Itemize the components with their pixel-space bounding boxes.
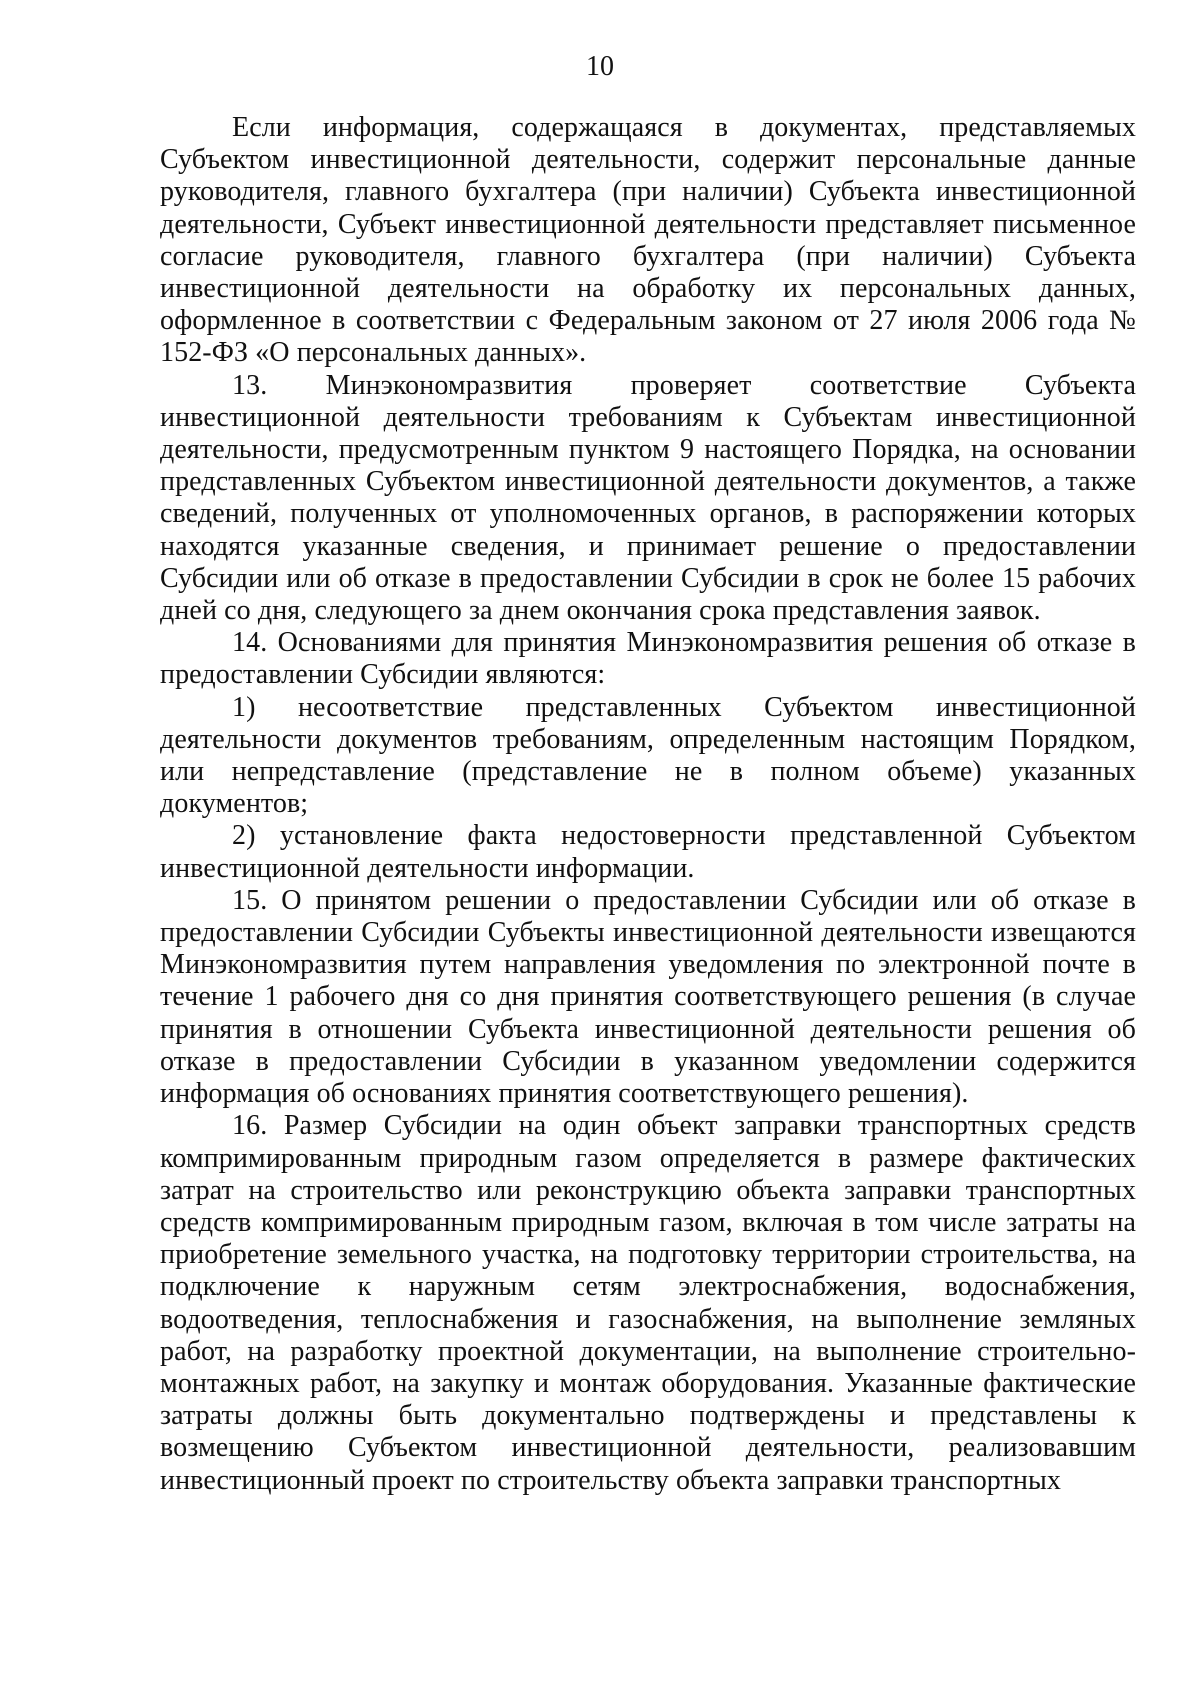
- paragraph-13: 13. Минэкономразвития проверяет соответствие Субъекта инвестиционной деятельности требованиям к Субъектам инвестиционной деятельности, предусмотренным пунктом 9 настоящего Порядка, на основании представленных Субъектом инвестиционной деятельности документов, а также сведений, полученных от уполномоченных органов, в распоряжении которых находятся указанные сведения, и принимает решение о предоставлении Субсидии или об отказе в предоставлении Субсидии в срок не более 15 рабочих дней со дня, следующего за днем окончания срока представления заявок.: [160, 369, 1136, 627]
- paragraph-15: 15. О принятом решении о предоставлении Субсидии или об отказе в предоставлении Субсидии Субъекты инвестиционной деятельности извещаются Минэкономразвития путем направления уведомления по электронной почте в течение 1 рабочего дня со дня принятия соответствующего решения (в случае принятия в отношении Субъекта инвестиционной деятельности решения об отказе в предоставлении Субсидии в указанном уведомлении содержится информация об основаниях принятия соответствующего решения).: [160, 884, 1136, 1110]
- paragraph-14: 14. Основаниями для принятия Минэкономразвития решения об отказе в предоставлении Субсидии являются:: [160, 627, 1136, 691]
- document-body: [160, 112, 1136, 1497]
- paragraph-14-item-2: 2) установление факта недостоверности представленной Субъектом инвестиционной деятельности информации.: [160, 820, 1136, 884]
- page-number: 10: [586, 51, 614, 82]
- paragraph-personal-data-consent: Если информация, содержащаяся в документах, представляемых Субъектом инвестиционной деятельности, содержит персональные данные руководителя, главного бухгалтера (при наличии) Субъекта инвестиционной деятельности, Субъект инвестиционной деятельности представляет письменное согласие руководителя, главного бухгалтера (при наличии) Субъекта инвестиционной деятельности на обработку их персональных данных, оформленное в соответствии с Федеральным законом от 27 июля 2006 года № 152-ФЗ «О персональных данных».: [160, 112, 1136, 369]
- paragraph-14-item-1: 1) несоответствие представленных Субъектом инвестиционной деятельности документов требованиям, определенным настоящим Порядком, или непредставление (представление не в полном объеме) указанных документов;: [160, 691, 1136, 820]
- paragraph-16: 16. Размер Субсидии на один объект заправки транспортных средств компримированным природным газом определяется в размере фактических затрат на строительство или реконструкцию объекта заправки транспортных средств компримированным природным газом, включая в том числе затраты на приобретение земельного участка, на подготовку территории строительства, на подключение к наружным сетям электроснабжения, водоснабжения, водоотведения, теплоснабжения и газоснабжения, на выполнение земляных работ, на разработку проектной документации, на выполнение строительно-монтажных работ, на закупку и монтаж оборудования. Указанные фактические затраты должны быть документально подтверждены и представлены к возмещению Субъектом инвестиционной деятельности, реализовавшим инвестиционный проект по строительству объекта заправки транспортных: [160, 1110, 1136, 1496]
